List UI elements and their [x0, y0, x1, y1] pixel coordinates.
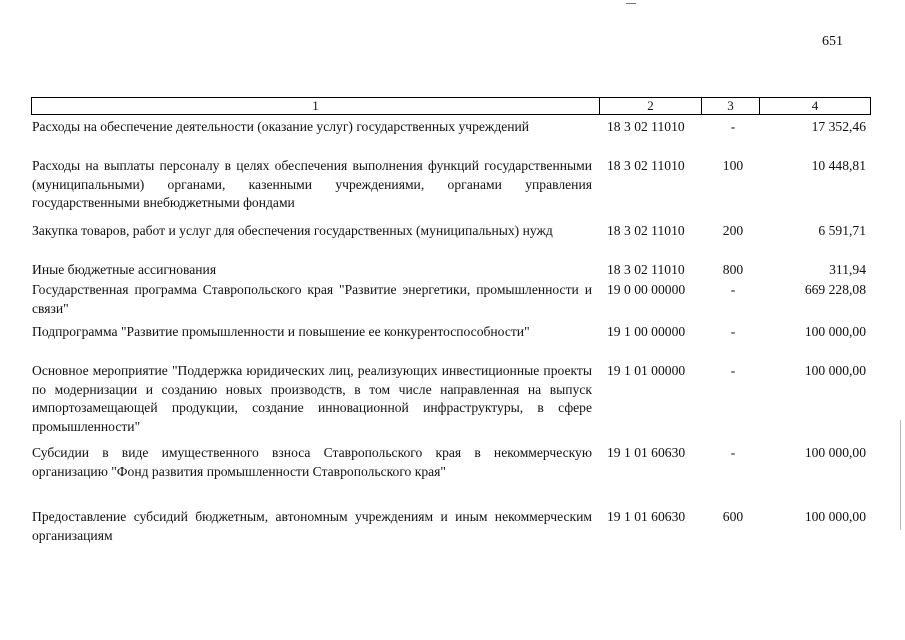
row-amount: 311,94 [829, 262, 866, 277]
row-code: 18 3 02 11010 [607, 262, 685, 277]
row-code: 18 3 02 11010 [607, 223, 685, 238]
row-code: 19 0 00 00000 [607, 282, 686, 297]
row-amount: 100 000,00 [804, 509, 866, 524]
row-expense-type: - [730, 324, 736, 339]
row-expense-type: 800 [722, 262, 744, 277]
row-description: Расходы на выплаты персоналу в целях обеспечения выполнения функций государственными (муниципальными) органами, казенными учреждениями, органами управления государственными внебюджетными фондами [32, 158, 592, 211]
row-expense-type: - [730, 282, 736, 297]
row-description: Закупка товаров, работ и услуг для обеспечения государственных (муниципальных) нужд [32, 223, 553, 238]
row-description: Иные бюджетные ассигнования [32, 262, 217, 277]
row-amount: 669 228,08 [804, 282, 866, 297]
scan-mark [626, 3, 636, 4]
page-number: 651 [822, 34, 843, 49]
row-amount: 6 591,71 [818, 223, 866, 238]
row-description: Основное мероприятие "Поддержка юридических лиц, реализующих инвестиционные проекты по модернизации и созданию новых производств, в том числе направленная на выпуск импортозамещающей продукции, создание инновационной инфраструктуры, в сфере промышленности" [32, 363, 592, 434]
row-description: Подпрограмма "Развитие промышленности и повышение ее конкурентоспособности" [32, 324, 530, 339]
row-code: 18 3 02 11010 [607, 158, 685, 173]
row-code: 18 3 02 11010 [607, 119, 685, 134]
row-expense-type: - [730, 119, 736, 134]
row-description: Субсидии в виде имущественного взноса Ставропольского края в некоммерческую организацию "Фонд развития промышленности Ставропольского края" [32, 445, 592, 479]
row-description: Государственная программа Ставропольского края "Развитие энергетики, промышленности и связи" [32, 282, 592, 316]
row-expense-type: - [730, 445, 736, 460]
row-amount: 100 000,00 [804, 324, 866, 339]
header-col-1: 1 [32, 98, 600, 114]
header-col-2: 2 [600, 98, 702, 114]
row-code: 19 1 00 00000 [607, 324, 686, 339]
row-amount: 10 448,81 [811, 158, 866, 173]
row-amount: 17 352,46 [811, 119, 866, 134]
row-code: 19 1 01 00000 [607, 363, 686, 378]
table-header [31, 97, 871, 115]
row-expense-type: 100 [722, 158, 744, 173]
row-description: Расходы на обеспечение деятельности (оказание услуг) государственных учреждений [32, 119, 530, 134]
row-code: 19 1 01 60630 [607, 509, 686, 524]
row-amount: 100 000,00 [804, 445, 866, 460]
row-amount: 100 000,00 [804, 363, 866, 378]
row-expense-type: - [730, 363, 736, 378]
scan-edge-line [900, 420, 901, 530]
row-expense-type: 200 [722, 223, 744, 238]
row-expense-type: 600 [722, 509, 744, 524]
header-col-3: 3 [702, 98, 760, 114]
row-code: 19 1 01 60630 [607, 445, 686, 460]
header-col-4: 4 [811, 98, 819, 113]
row-description: Предоставление субсидий бюджетным, автономным учреждениям и иным некоммерческим организациям [32, 509, 592, 543]
